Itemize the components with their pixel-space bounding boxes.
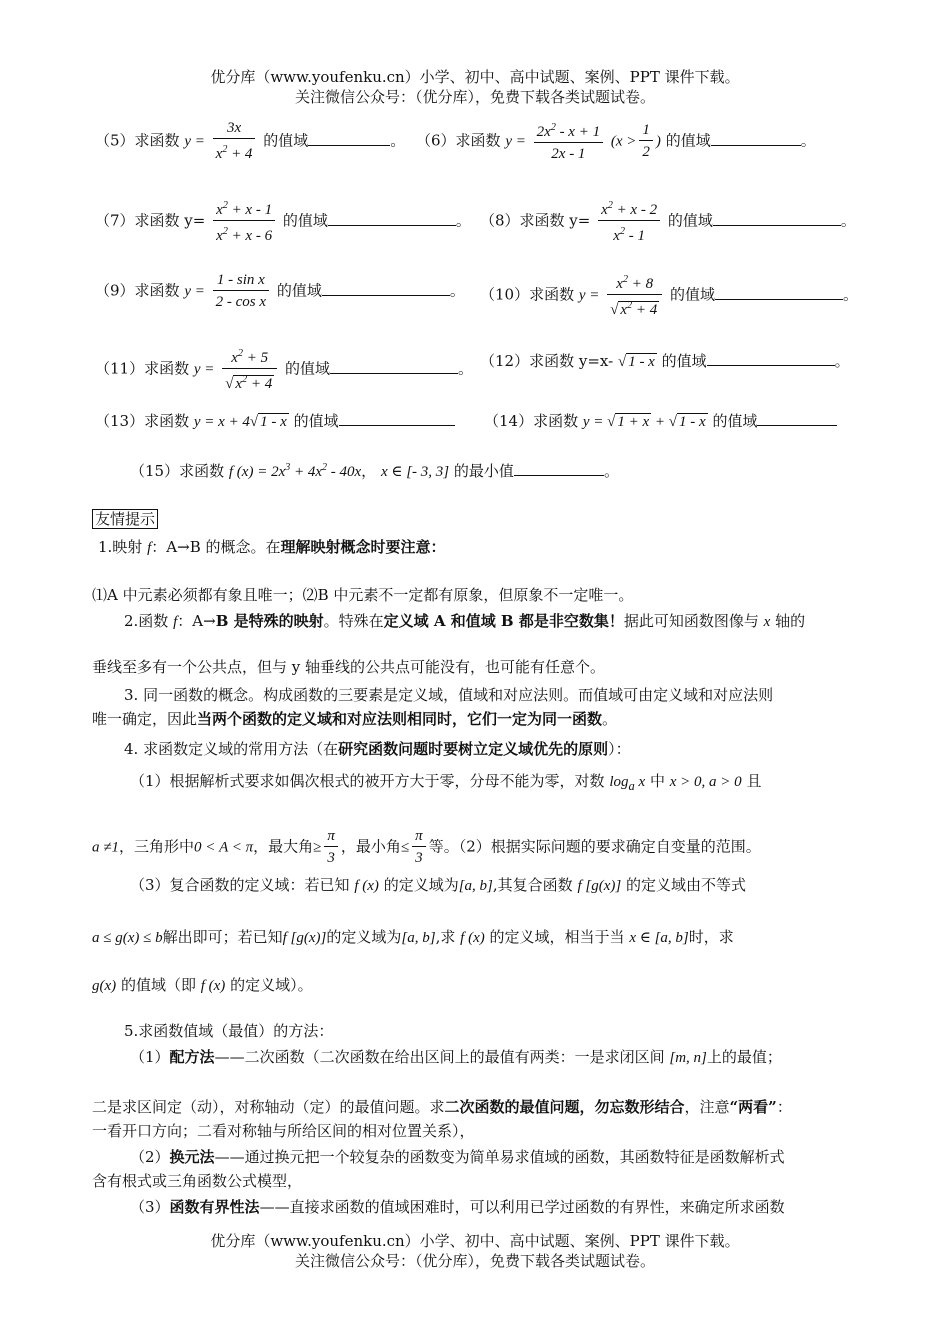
problem-10: （10）求函数 y = $\frac{x^2 + 8}{√ x^2 + 4}$ 的值域 。 (480, 270, 858, 321)
problem-6: （6）求函数 y = $\frac{2x^2 - x + 1}{2x - 1}$ (x > $\frac{1}{2}$ ) 的值域 。 (416, 118, 816, 165)
tip-5-1: （1）配方法——二次函数（二次函数在给出区间上的最值有两类：一是求闭区间 [m, n]上的最值； (130, 1048, 782, 1066)
footer-line-1: 优分库（www.youfenku.cn）小学、初中、高中试题、案例、PPT 课件下载。 (210, 1232, 740, 1250)
tip-2-line-2: 垂线至多有一个公共点，但与 y 轴垂线的公共点可能没有，也可能有任意个。 (92, 658, 606, 676)
header-line-2: 关注微信公众号：（优分库），免费下载各类试题试卷。 (294, 88, 655, 106)
tip-4-3: （3）复合函数的定义域：若已知 f (x) 的定义域为[a, b],其复合函数 f [g(x)] 的定义域由不等式 (130, 876, 746, 894)
formula-fraction: $\frac{x^2 + x - 1}{x^2 + x - 6}$ (213, 196, 275, 247)
tip-1: 1.映射 f：A→B 的概念。在理解映射概念时要注意： (98, 538, 446, 556)
footer-line-2: 关注微信公众号：（优分库），免费下载各类试题试卷。 (294, 1252, 655, 1270)
problem-15: （15）求函数 f $(x) = 2x^3 + 4x^2 - 40x$， x ∈ [- 3, 3] 的最小值 。 (130, 462, 619, 480)
tips-title: 友情提示 (92, 508, 158, 529)
tip-4-4: a ≤ g(x) ≤ b解出即可；若已知f [g(x)]的定义域为[a, b],求 f (x) 的定义域，相当于当 x ∈ [a, b]时，求 (92, 928, 734, 946)
formula-fraction: $\frac{x^2 + 5}{√ x^2 + 4}$ (222, 344, 277, 395)
tip-5-3: 一看开口方向；二看对称轴与所给区间的相对位置关系）， (92, 1122, 475, 1140)
tip-3-line-1: 3. 同一函数的概念。构成函数的三要素是定义域，值域和对应法则。而值域可由定义域和对应法则 (124, 686, 774, 704)
tip-5-title: 5.求函数值域（最值）的方法： (124, 1022, 334, 1040)
problem-13: （13）求函数 y = x + 4√ 1 - x 的值域 (95, 410, 455, 431)
tip-4: 4. 求函数定义域的常用方法（在研究函数问题时要树立定义域优先的原则）： (124, 740, 631, 758)
problem-8: （8）求函数 y= $\frac{x^2 + x - 2}{x^2 - 1}$ 的值域 。 (480, 196, 856, 247)
problem-9: （9）求函数 y = $\frac{\text{1 - sin x}}{\text{2 - cos x}}$ 的值域 。 (95, 270, 465, 313)
problem-11: （11）求函数 y = $\frac{x^2 + 5}{√ x^2 + 4}$ 的值域 。 (95, 344, 473, 395)
tip-4-2: a ≠1，三角形中0 < A < π，最大角≥ $\frac{\pi}{3}$ ，最小角≤ $\frac{\pi}{3}$ 等。（2）根据实际问题的要求确定自变量的范围。 (92, 828, 761, 866)
tip-5-5: 含有根式或三角函数公式模型， (92, 1172, 303, 1190)
problem-14: （14）求函数 y = √ 1 + x + √ 1 - x 的值域 (484, 410, 837, 431)
formula-fraction: $\frac{\text{1 - sin x}}{\text{2 - cos x}}$ (213, 270, 269, 313)
tip-4-1: （1）根据解析式要求如偶次根式的被开方大于零，分母不能为零，对数 $\log_a x$ 中 x > 0, a > 0 且 (130, 772, 762, 793)
formula-fraction: $\frac{2x^2 - x + 1}{2x - 1}$ (534, 118, 603, 165)
problem-7: （7）求函数 y= $\frac{x^2 + x - 1}{x^2 + x - 6}$ 的值域 。 (95, 196, 471, 247)
problem-5: （5）求函数 y = $\frac{3x}{x^2 + 4}$ 的值域 。 (95, 118, 405, 165)
formula-fraction: $\frac{x^2 + 8}{√ x^2 + 4}$ (607, 270, 662, 321)
formula-fraction: $\frac{3x}{x^2 + 4}$ (213, 118, 256, 165)
tip-5-2: 二是求区间定（动），对称轴动（定）的最值问题。求二次函数的最值问题，勿忘数形结合，注意“两看”： (92, 1098, 792, 1116)
tip-4-5: g(x) 的值域（即 f (x) 的定义域）。 (92, 976, 313, 994)
tip-3-line-2: 唯一确定，因此当两个函数的定义域和对应法则相同时，它们一定为同一函数。 (92, 710, 618, 728)
tip-2: 2.函数 f：A→B 是特殊的映射。特殊在定义域 A 和值域 B 都是非空数集！据此可知函数图像与 x 轴的 (124, 612, 806, 630)
header-line-1: 优分库（www.youfenku.cn）小学、初中、高中试题、案例、PPT 课件下载。 (210, 68, 740, 86)
problem-12: （12）求函数 y=x- √ 1 - x 的值域 。 (480, 352, 850, 370)
tip-5-6: （3）函数有界性法——直接求函数的值域困难时，可以利用已学过函数的有界性，来确定所求函数 (130, 1198, 785, 1216)
tip-1-line-2: ⑴A 中元素必须都有象且唯一；⑵B 中元素不一定都有原象，但原象不一定唯一。 (92, 586, 634, 604)
tip-5-4: （2）换元法——通过换元把一个较复杂的函数变为简单易求值域的函数，其函数特征是函数解析式 (130, 1148, 785, 1166)
formula-fraction: $\frac{x^2 + x - 2}{x^2 - 1}$ (598, 196, 660, 247)
